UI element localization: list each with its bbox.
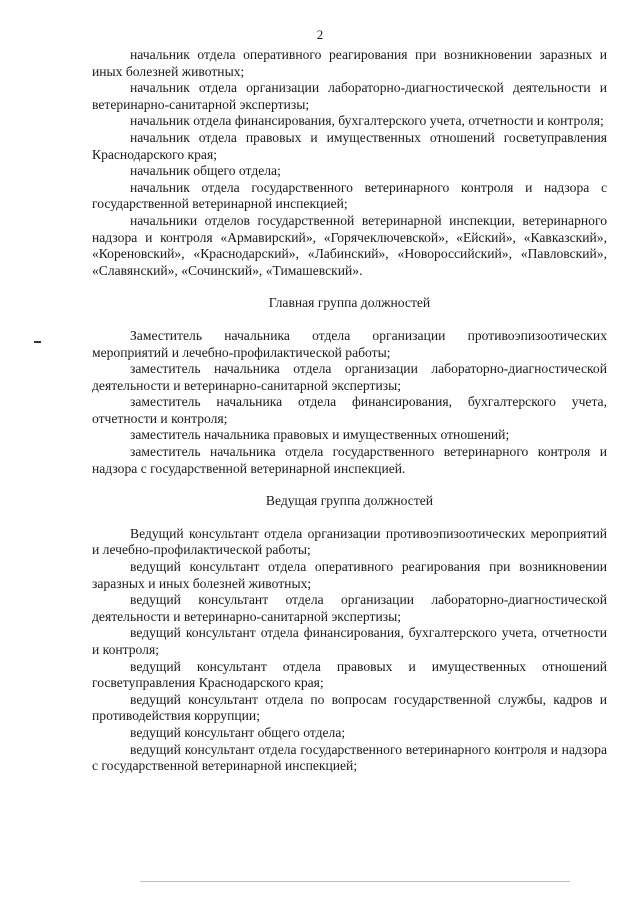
paragraph: заместитель начальника отдела финансирования, бухгалтерского учета, отчетности и контроля;: [92, 394, 607, 426]
block-consultants: [92, 526, 607, 775]
paragraph: начальник отдела государственного ветеринарного контроля и надзора с государственной ветеринарной инспекцией;: [92, 179, 607, 212]
paragraph: заместитель начальника правовых и имущественных отношений;: [130, 427, 510, 443]
paragraph: ведущий консультант отдела организации лабораторно-диагностической деятельности и ветеринарно-санитарной экспертизы;: [92, 592, 607, 624]
paragraph: начальник отдела оперативного реагирования при возникновении заразных и иных болезней животных;: [92, 47, 607, 79]
paragraph: ведущий консультант отдела государственного ветеринарного контроля и надзора с государственной ветеринарной инспекцией;: [92, 741, 607, 774]
paragraph: Заместитель начальника отдела организации противоэпизоотических мероприятий и лечебно-профилактической работы;: [92, 327, 607, 360]
paragraph: начальник отдела организации лабораторно-диагностической деятельности и ветеринарно-санитарной экспертизы;: [92, 80, 607, 112]
paragraph: ведущий консультант отдела по вопросам государственной службы, кадров и противодействия коррупции;: [92, 691, 607, 724]
block-deputies: [92, 328, 607, 477]
paragraph: заместитель начальника отдела организации лабораторно-диагностической деятельности и ветеринарно-санитарной экспертизы;: [92, 361, 607, 393]
bottom-rule: [140, 881, 570, 882]
paragraph: ведущий консультант общего отдела;: [130, 724, 346, 740]
paragraph: ведущий консультант отдела финансирования, бухгалтерского учета, отчетности и контроля;: [92, 625, 607, 657]
paragraph: начальник общего отдела;: [130, 163, 281, 179]
section-heading-leading-group: Ведущая группа должностей: [265, 493, 434, 509]
paragraph: ведущий консультант отдела оперативного реагирования при возникновении заразных и иных болезней животных;: [92, 559, 607, 591]
block-heads: [92, 47, 607, 279]
paragraph: заместитель начальника отдела государственного ветеринарного контроля и надзора с государственной ветеринарной инспекцией.: [92, 444, 607, 476]
paragraph: Ведущий консультант отдела организации противоэпизоотических мероприятий и лечебно-профилактической работы;: [92, 525, 607, 558]
document-body: [92, 47, 607, 775]
paragraph: начальник отдела правовых и имущественных отношений госветуправления Краснодарского края;: [92, 129, 607, 162]
margin-dash-mark: [34, 341, 41, 343]
paragraph: ведущий консультант отдела правовых и имущественных отношений госветуправления Краснодарского края;: [92, 658, 607, 691]
paragraph: начальник отдела финансирования, бухгалтерского учета, отчетности и контроля;: [130, 113, 604, 129]
section-heading-main-group: Главная группа должностей: [268, 295, 431, 311]
page-number: 2: [316, 27, 324, 42]
paragraph: начальники отделов государственной ветеринарной инспекции, ветеринарного надзора и контроля «Армавирский», «Горячеключевской», «Ейский», «Кавказский», «Кореновский», «Краснодарский», «Лабинский», «Новороссийский», «Павловский», «Славянский», «Сочинский», «Тимашевский».: [92, 212, 607, 278]
